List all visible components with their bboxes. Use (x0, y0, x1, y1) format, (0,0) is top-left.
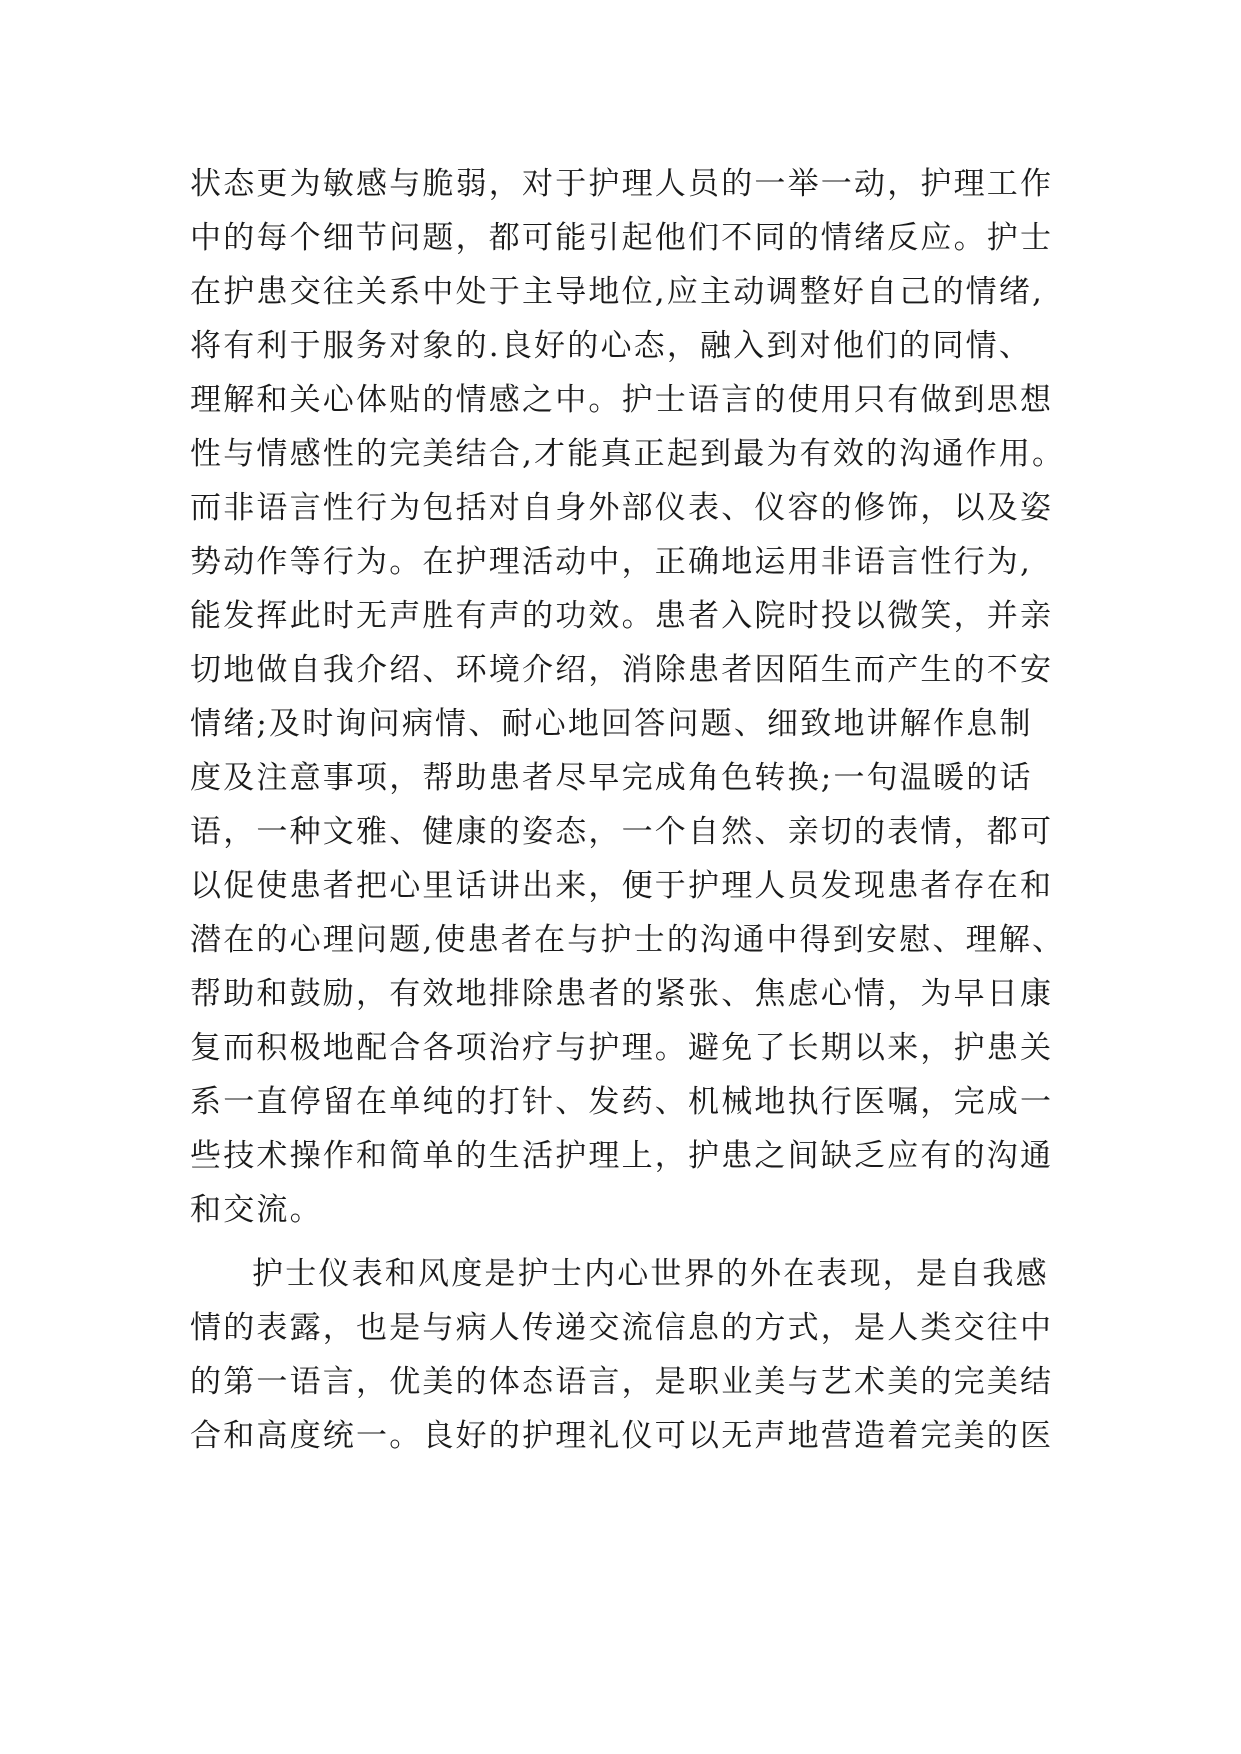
text-line: 中的每个细节问题，都可能引起他们不同的情绪反应。护士 (190, 220, 1054, 256)
text-line: 切地做自我介绍、环境介绍，消除患者因陌生而产生的不安 (190, 652, 1054, 688)
text-line: 的第一语言，优美的体态语言，是职业美与艺术美的完美结 (190, 1364, 1054, 1400)
text-line: 帮助和鼓励，有效地排除患者的紧张、焦虑心情，为早日康 (190, 976, 1054, 1012)
text-line: 潜在的心理问题,使患者在与护士的沟通中得到安慰、理解、 (190, 922, 1066, 958)
text-line: 些技术操作和简单的生活护理上，护患之间缺乏应有的沟通 (190, 1138, 1054, 1174)
text-line: 理解和关心体贴的情感之中。护士语言的使用只有做到思想 (190, 382, 1054, 418)
text-line: 状态更为敏感与脆弱，对于护理人员的一举一动，护理工作 (190, 166, 1054, 202)
text-line: 以促使患者把心里话讲出来，便于护理人员发现患者存在和 (190, 868, 1054, 904)
text-line: 性与情感性的完美结合,才能真正起到最为有效的沟通作用。 (190, 436, 1066, 472)
text-line: 和交流。 (190, 1192, 323, 1228)
text-line: 情的表露，也是与病人传递交流信息的方式，是人类交往中 (190, 1310, 1054, 1346)
text-line: 合和高度统一。良好的护理礼仪可以无声地营造着完美的医 (190, 1418, 1054, 1454)
text-line: 能发挥此时无声胜有声的功效。患者入院时投以微笑，并亲 (190, 598, 1054, 634)
text-line: 度及注意事项，帮助患者尽早完成角色转换;一句温暖的话 (190, 760, 1033, 796)
text-line: 将有利于服务对象的.良好的心态，融入到对他们的同情、 (190, 328, 1033, 364)
text-line: 语，一种文雅、健康的姿态，一个自然、亲切的表情，都可 (190, 814, 1054, 850)
text-line: 情绪;及时询问病情、耐心地回答问题、细致地讲解作息制 (190, 706, 1033, 742)
text-line: 势动作等行为。在护理活动中，正确地运用非语言性行为, (190, 544, 1033, 580)
text-line: 护士仪表和风度是护士内心世界的外在表现，是自我感 (252, 1256, 1049, 1292)
text-line: 系一直停留在单纯的打针、发药、机械地执行医嘱，完成一 (190, 1084, 1054, 1120)
text-line: 在护患交往关系中处于主导地位,应主动调整好自己的情绪, (190, 274, 1045, 310)
text-line: 复而积极地配合各项治疗与护理。避免了长期以来，护患关 (190, 1030, 1054, 1066)
text-line: 而非语言性行为包括对自身外部仪表、仪容的修饰，以及姿 (190, 490, 1054, 526)
